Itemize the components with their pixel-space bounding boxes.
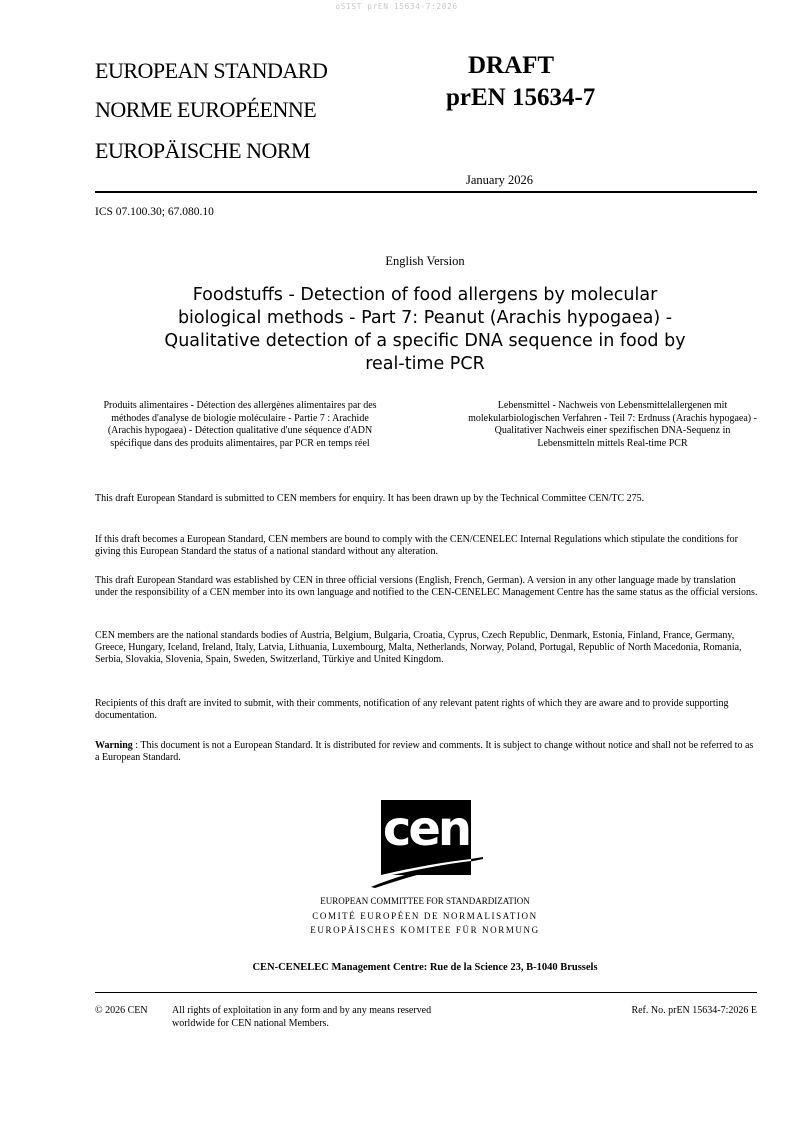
rights-line-2: worldwide for CEN national Members. [172,1018,329,1029]
management-centre-address: CEN-CENELEC Management Centre: Rue de la Science 23, B-1040 Brussels [252,962,598,973]
rights-line-1: All rights of exploitation in any form and by any means reserved [172,1005,432,1016]
warning-paragraph [95,740,760,764]
standard-name-fr: NORME EUROPÉENNE [95,97,317,122]
reference-number: Ref. No. prEN 15634-7:2026 E [631,1005,757,1016]
copyright-notice: © 2026 CEN [95,1005,148,1016]
cen-logo-swoosh [365,845,490,890]
org-name-en: EUROPEAN COMMITTEE FOR STANDARDIZATION [320,896,530,906]
org-name-de: EUROPÄISCHES KOMITEE FÜR NORMUNG [310,925,540,935]
document-title: Foodstuffs - Detection of food allergens by molecular biological methods - Part 7: Peanut (Arachis hypogaea) - Qualitative detection of a specific DNA sequence in food by real-time PCR [164,285,686,374]
paragraph-regulations: If this draft becomes a European Standard, CEN members are bound to comply with the CEN/CENELEC Internal Regulations which stipulate the conditions for giving this European Standard the status of a national standard without any alteration. [95,534,738,557]
cen-logo-text: cen [382,801,470,857]
paragraph-versions: This draft European Standard was established by CEN in three official versions (English, French, German). A version in any other language made by translation under the responsibility of a CEN member into its own language and notified to the CEN-CENELEC Management Centre has the same status as the official versions. [95,575,758,598]
standard-name-de: EUROPÄISCHE NORM [95,138,311,163]
ics-codes: ICS 07.100.30; 67.080.10 [95,206,214,218]
paragraph-members: CEN members are the national standards bodies of Austria, Belgium, Bulgaria, Croatia, Cyprus, Czech Republic, Denmark, Estonia, Finland, France, Germany, Greece, Hungary, Iceland, Ireland, Italy, Latvia, Lithuania, Luxembourg, Malta, Netherlands, Norway, Poland, Portugal, Republic of North Macedonia, Romania, Serbia, Slovakia, Slovenia, Spain, Sweden, Switzerland, Türkiye and United Kingdom. [95,630,742,665]
publication-date: January 2026 [466,173,533,187]
footer-divider [95,992,757,993]
paragraph-enquiry: This draft European Standard is submitted to CEN members for enquiry. It has been drawn up by the Technical Committee CEN/TC 275. [95,493,645,504]
warning-label: Warning [95,740,133,751]
standard-name-en: EUROPEAN STANDARD [95,58,328,83]
paragraph-patents: Recipients of this draft are invited to submit, with their comments, notification of any relevant patent rights of which they are aware and to provide supporting documentation. [95,698,729,721]
language-version: English Version [385,254,465,268]
document-number: prEN 15634-7 [446,84,596,111]
watermark-text: oSIST prEN 15634-7:2026 [335,2,458,11]
draft-label: DRAFT [468,52,555,79]
org-name-fr: COMITÉ EUROPÉEN DE NORMALISATION [312,911,538,921]
warning-text: : This document is not a European Standard. It is distributed for review and comments. It is subject to change without notice and shall not be referred to as a European Standard. [95,740,754,763]
title-german: Lebensmittel - Nachweis von Lebensmittelallergenen mit molekularbiologischen Verfahren - Teil 7: Erdnuss (Arachis hypogaea) - Qualitativer Nachweis einer spezifischen DNA-Sequenz in Lebensmitteln mittels Real-time PCR [468,400,757,449]
title-french: Produits alimentaires - Détection des allergènes alimentaires par des méthodes d'analyse de biologie moléculaire - Partie 7 : Arachide (Arachis hypogaea) - Détection qualitative d'une séquence d'ADN spécifique dans des produits alimentaires, par PCR en temps réel [103,400,377,449]
header-divider [95,191,757,193]
